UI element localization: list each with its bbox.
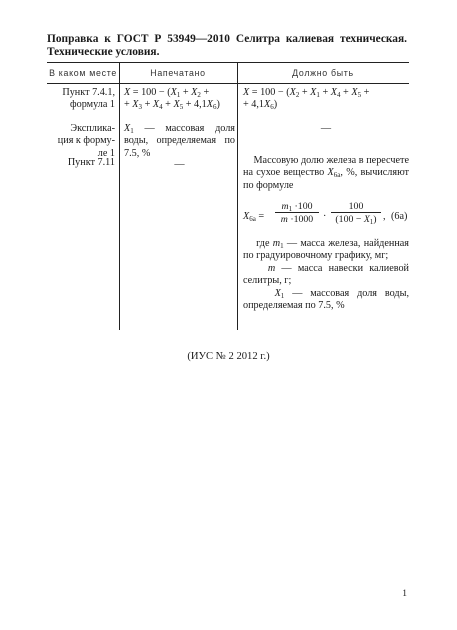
- formula-fraction-2: $\frac{100}{(100 - X_1)}$: [331, 201, 381, 225]
- row1-place: Пункт 7.4.1, формула 1: [62, 87, 115, 111]
- page-number: 1: [402, 589, 407, 599]
- header-place: В каком месте: [49, 68, 117, 78]
- column-divider-1: [119, 62, 120, 330]
- row3-correct-intro: Массовую долю железа в пересчете на сухое вещество $X_{6а}$, %, вычисляют по формуле: [243, 155, 409, 191]
- header-correct: Должно быть: [292, 68, 354, 78]
- row3-explanations: где $m_1$ — масса железа, найденная по градуировочному графику, мг; m — масса навески калиевой селитры, г; $X_1$ — массовая доля воды, определяемая по 7.5, %: [243, 238, 409, 312]
- row3-printed-dash: —: [174, 159, 185, 170]
- row2-place: Эксплика- ция к форму- ле 1: [57, 123, 115, 159]
- ius-reference: (ИУС № 2 2012 г.): [187, 351, 270, 362]
- column-divider-2: [237, 62, 238, 330]
- amendment-table: [47, 62, 409, 330]
- formula-fraction-1: $\frac{m_1 \cdot 100}{m \cdot 1000}$: [275, 201, 319, 225]
- iron-formula: $X_{6а}$ = $\frac{m_1 \cdot 100}{m \cdot 1000}$ · $\frac{100}{(100 - X_1)}$ , (6а): [243, 201, 408, 226]
- document-title: Поправка к ГОСТ Р 53949—2010 Селитра калиевая техническая. Технические условия.: [47, 33, 407, 58]
- row1-printed: $X = 100 - (X_1 + X_2$ + + $X_3 + X_4 + X_5 + 4,1X_6$): [124, 87, 220, 112]
- header-printed: Напечатано: [150, 68, 206, 78]
- table-header-rule: [47, 83, 409, 84]
- row2-correct-dash: —: [320, 123, 332, 134]
- row1-correct: $X = 100 - (X_2 + X_1 + X_4 + X_5$ + + $4,1X_6$): [243, 87, 370, 112]
- table-top-rule: [47, 62, 409, 63]
- row2-printed: $X_1$ — массовая доля воды, определяемая по 7.5, %: [124, 123, 235, 159]
- row3-place: Пункт 7.11: [67, 157, 115, 168]
- formula-number: (6а): [391, 211, 408, 222]
